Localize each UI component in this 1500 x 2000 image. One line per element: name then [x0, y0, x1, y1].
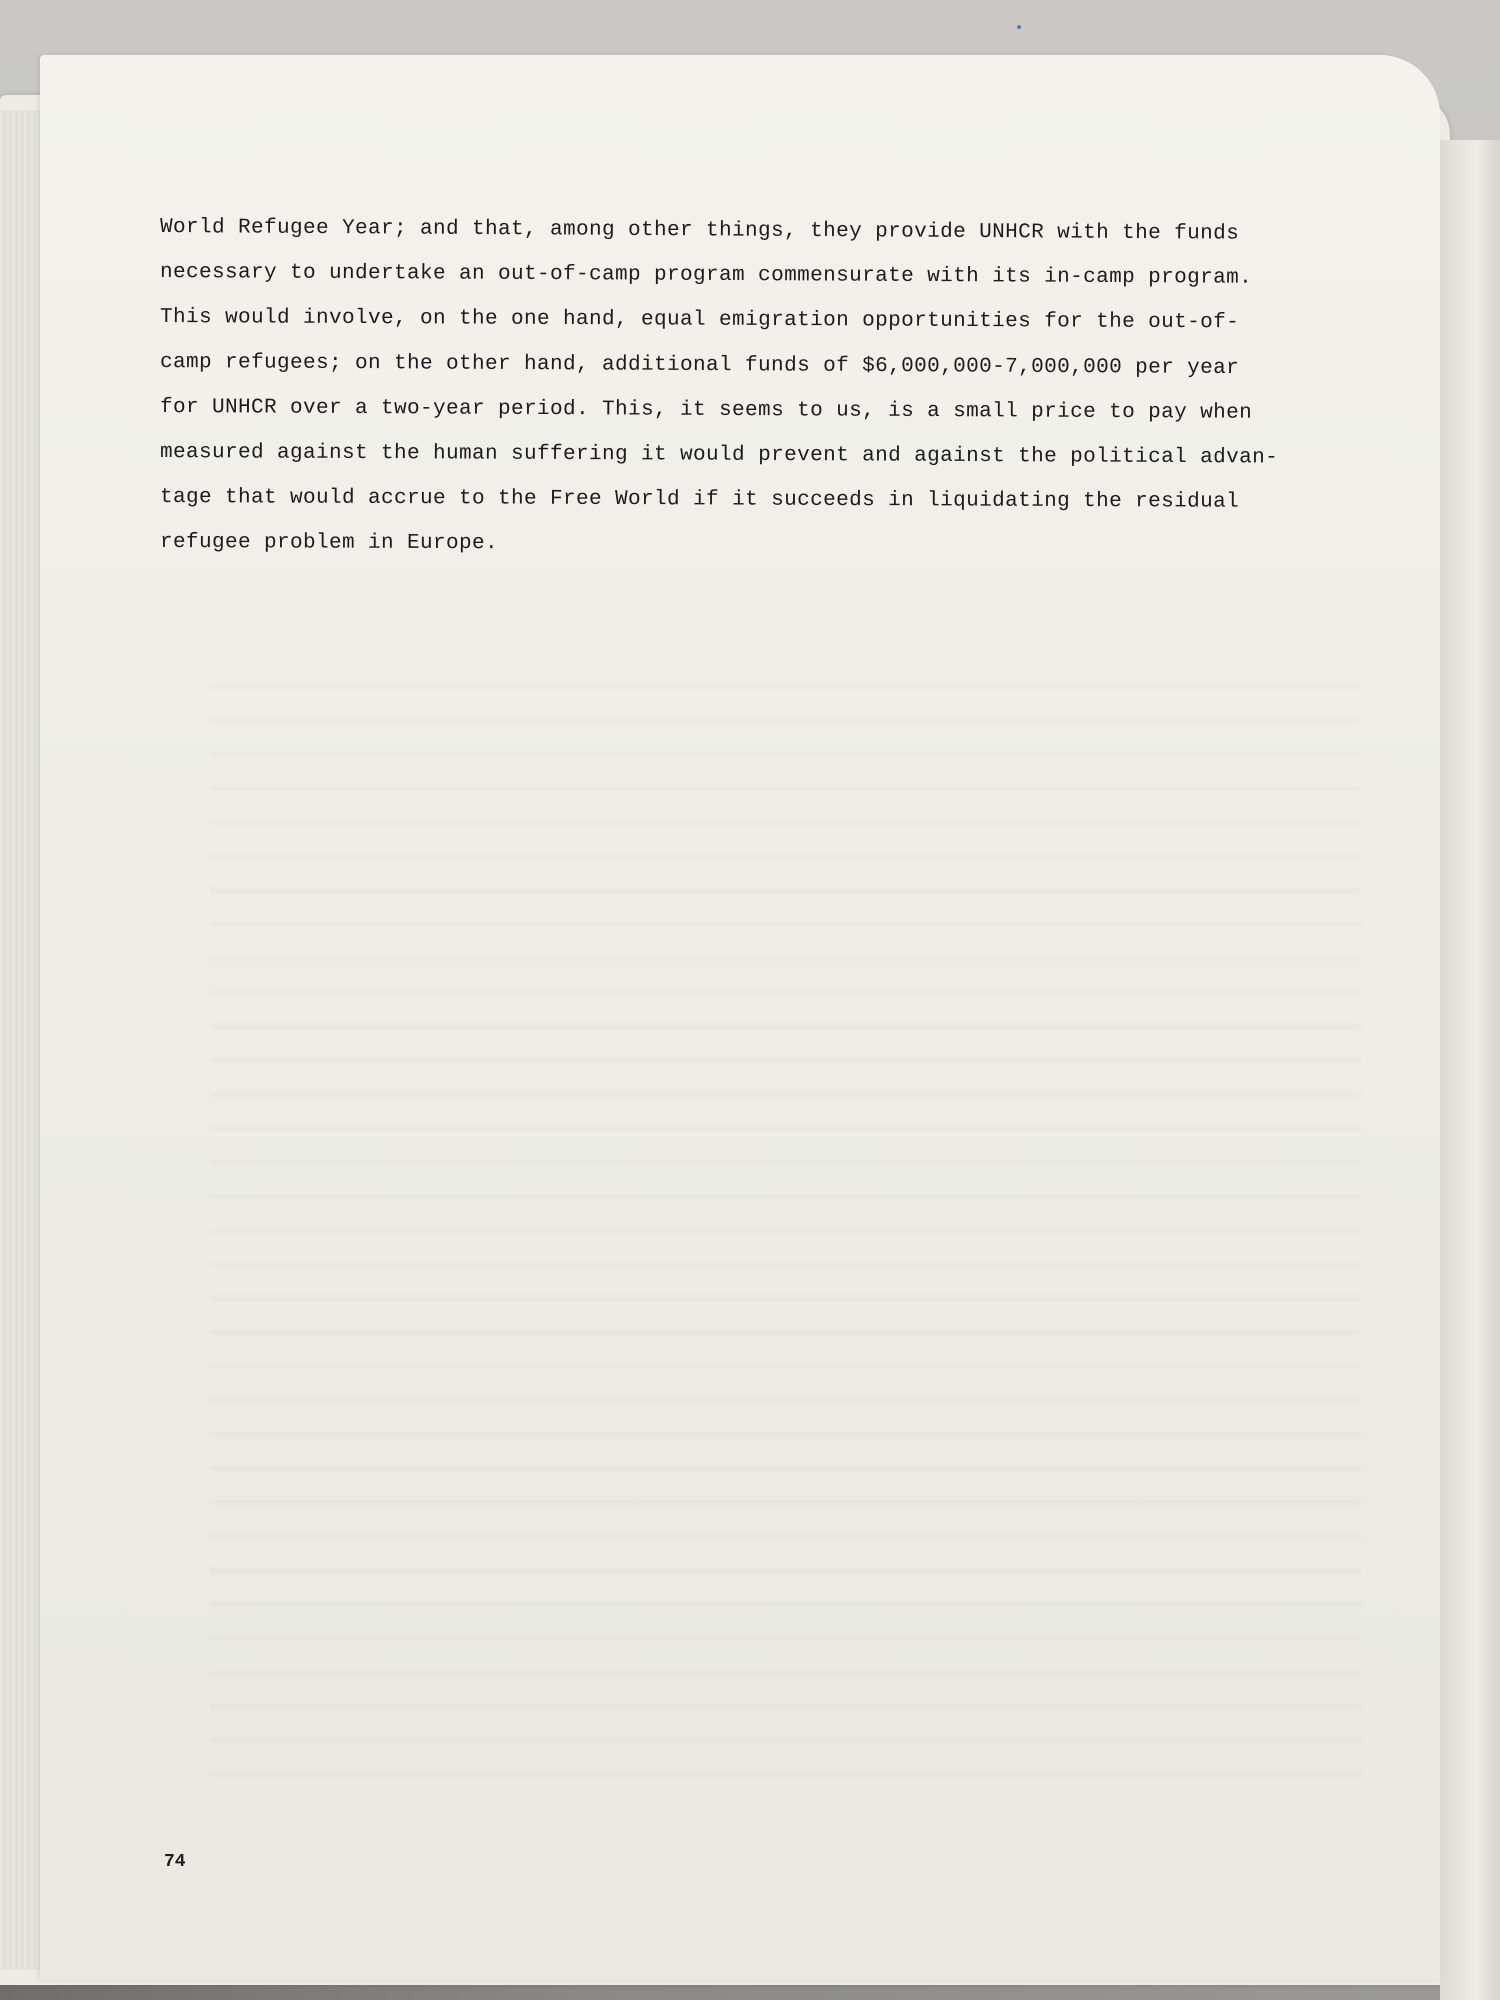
book-right-edge — [1440, 140, 1500, 2000]
paragraph-line: refugee problem in Europe. — [159, 531, 499, 556]
book-page — [40, 55, 1440, 1980]
paragraph-line: necessary to undertake an out-of-camp program commensurate with its in-camp program. — [159, 261, 1253, 290]
desk-speck — [1017, 25, 1021, 29]
paragraph-line: World Refugee Year; and that, among other things, they provide UNHCR with the funds — [159, 216, 1240, 246]
body-paragraph — [160, 205, 1400, 565]
paragraph-line: tage that would accrue to the Free World if it succeeds in liquidating the residual — [159, 486, 1240, 514]
paragraph-line: measured against the human suffering it would prevent and against the political advan- — [159, 441, 1279, 470]
page-number: 74 — [164, 1852, 186, 1872]
paragraph-line: for UNHCR over a two-year period. This, it seems to us, is a small price to pay when — [159, 396, 1253, 425]
bleed-through-text — [210, 655, 1360, 1805]
paragraph-line: This would involve, on the one hand, equal emigration opportunities for the out-of- — [159, 306, 1240, 335]
paragraph-line: camp refugees; on the other hand, additional funds of $6,000,000-7,000,000 per year — [159, 351, 1240, 381]
